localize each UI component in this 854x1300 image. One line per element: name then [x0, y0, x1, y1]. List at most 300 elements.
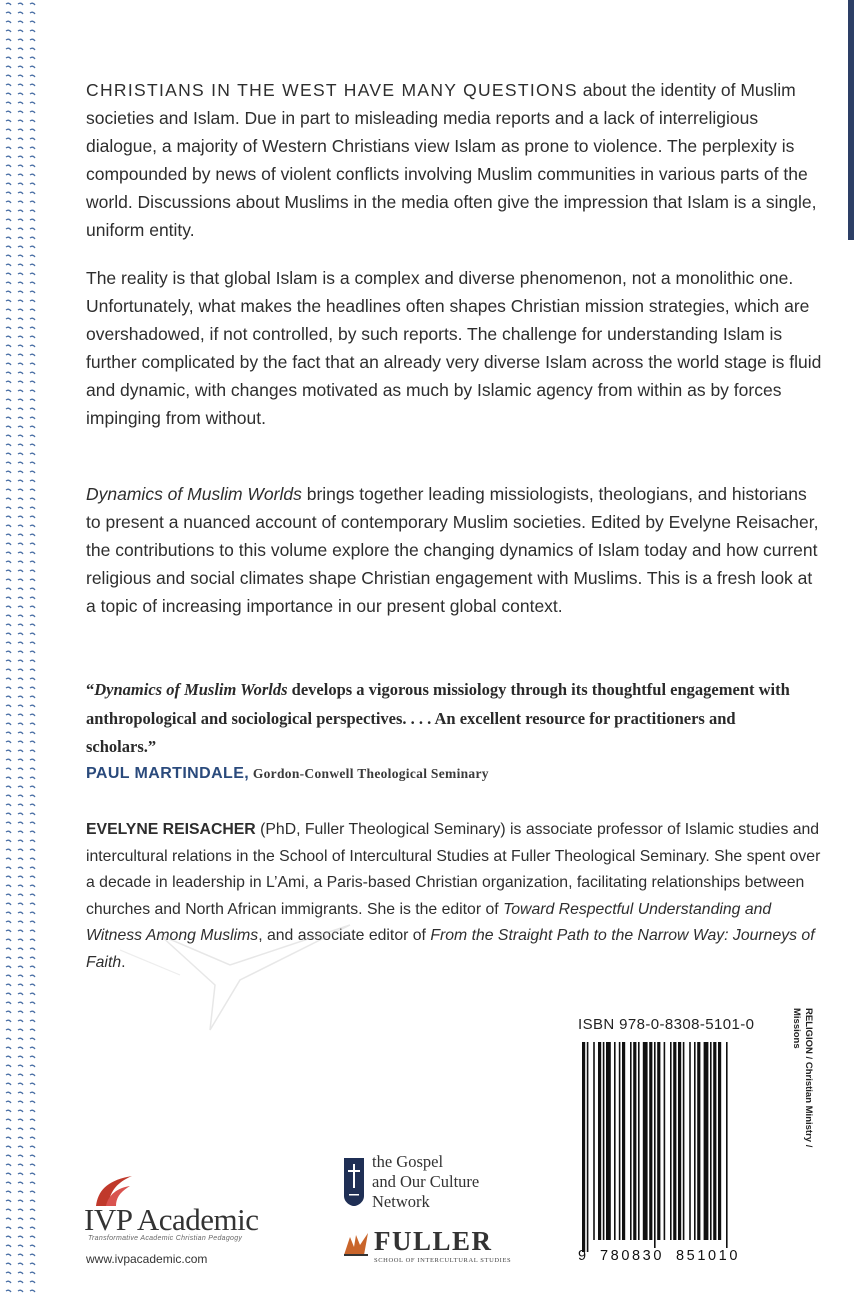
endorser-name: PAUL MARTINDALE, [86, 765, 250, 782]
gocn-line-2: and Our Culture [372, 1172, 480, 1191]
border-stitch [6, 939, 11, 941]
border-stitch [18, 498, 23, 500]
border-stitch [18, 408, 23, 410]
barcode-bar [619, 1042, 621, 1240]
border-stitch [18, 1119, 23, 1121]
border-stitch [18, 993, 23, 995]
barcode-bar [606, 1042, 611, 1240]
border-stitch [6, 498, 11, 500]
border-stitch [30, 30, 35, 32]
border-stitch [6, 48, 11, 50]
border-stitch [18, 273, 23, 275]
border-stitch [30, 795, 35, 797]
border-stitch [18, 336, 23, 338]
border-stitch [6, 273, 11, 275]
border-stitch [6, 1290, 11, 1292]
border-stitch [18, 642, 23, 644]
border-stitch [6, 804, 11, 806]
border-stitch [18, 741, 23, 743]
border-stitch [6, 606, 11, 608]
border-stitch [18, 156, 23, 158]
barcode-bar [654, 1042, 656, 1252]
border-stitch [6, 1173, 11, 1175]
border-stitch [18, 102, 23, 104]
border-stitch [30, 327, 35, 329]
border-stitch [18, 1047, 23, 1049]
border-stitch [6, 993, 11, 995]
border-stitch [18, 1200, 23, 1202]
border-stitch [30, 606, 35, 608]
border-stitch [6, 345, 11, 347]
border-stitch [18, 1182, 23, 1184]
border-stitch [30, 1263, 35, 1265]
border-stitch [30, 318, 35, 320]
barcode [578, 1042, 774, 1260]
border-stitch [6, 1155, 11, 1157]
isbn-number: ISBN 978-0-8308-5101-0 [578, 1016, 755, 1033]
border-stitch [18, 696, 23, 698]
border-stitch [30, 453, 35, 455]
border-stitch [6, 435, 11, 437]
border-stitch [18, 858, 23, 860]
border-stitch [30, 498, 35, 500]
border-stitch [18, 966, 23, 968]
border-stitch [6, 246, 11, 248]
intro-text: about the identity of Muslim societies and Islam. Due in part to misleading media reports and a lack of interreligious dialogue, a majority of Western Christians view Islam as prone to violence. The perplexity is compounded by news of violent conflicts involving Muslim communities in various parts of the world. Discussions about Muslims in the media often give the impression that Islam is a single, uniform entity. [86, 80, 817, 240]
border-stitch [6, 291, 11, 293]
border-stitch [6, 678, 11, 680]
border-stitch [18, 1155, 23, 1157]
border-stitch [6, 912, 11, 914]
border-stitch [6, 228, 11, 230]
border-stitch [18, 1020, 23, 1022]
border-stitch [18, 1056, 23, 1058]
border-stitch [30, 66, 35, 68]
border-stitch [18, 237, 23, 239]
border-stitch [6, 381, 11, 383]
border-stitch [6, 264, 11, 266]
border-stitch [18, 1173, 23, 1175]
category-line-1: RELIGION / Christian Ministry / [803, 1008, 814, 1148]
border-stitch [6, 390, 11, 392]
border-stitch [18, 1281, 23, 1283]
border-stitch [30, 777, 35, 779]
barcode-bar [673, 1042, 676, 1240]
book-summary-paragraph [86, 480, 826, 620]
border-stitch [18, 66, 23, 68]
border-stitch [30, 615, 35, 617]
border-stitch [18, 1002, 23, 1004]
border-stitch [30, 345, 35, 347]
barcode-bar [713, 1042, 716, 1240]
border-stitch [30, 165, 35, 167]
barcode-bar [649, 1042, 652, 1240]
border-stitch [6, 1236, 11, 1238]
border-stitch [30, 381, 35, 383]
border-stitch [30, 1227, 35, 1229]
border-stitch [18, 552, 23, 554]
border-stitch [6, 1218, 11, 1220]
border-stitch [18, 714, 23, 716]
border-stitch [30, 651, 35, 653]
border-stitch [6, 615, 11, 617]
border-stitch [30, 192, 35, 194]
border-stitch [30, 246, 35, 248]
border-stitch [30, 633, 35, 635]
border-stitch [30, 579, 35, 581]
border-stitch [18, 948, 23, 950]
border-stitch [6, 867, 11, 869]
border-stitch [30, 1020, 35, 1022]
border-stitch [6, 1047, 11, 1049]
border-stitch [18, 174, 23, 176]
border-stitch [18, 1245, 23, 1247]
border-stitch [30, 561, 35, 563]
book-title: Dynamics of Muslim Worlds [86, 484, 302, 504]
border-stitch [30, 840, 35, 842]
border-stitch [30, 1173, 35, 1175]
border-stitch [30, 534, 35, 536]
border-stitch [18, 912, 23, 914]
border-stitch [18, 507, 23, 509]
border-stitch [6, 597, 11, 599]
border-stitch [6, 21, 11, 23]
isbn-barcode-block [578, 1016, 778, 1276]
border-stitch [18, 399, 23, 401]
border-stitch [6, 1110, 11, 1112]
border-stitch [6, 759, 11, 761]
border-stitch [6, 480, 11, 482]
border-stitch [30, 975, 35, 977]
border-stitch [30, 525, 35, 527]
border-stitch [6, 1074, 11, 1076]
border-stitch [18, 777, 23, 779]
border-stitch [6, 642, 11, 644]
border-stitch [30, 336, 35, 338]
border-stitch [30, 1254, 35, 1256]
category-label [784, 1008, 816, 1208]
barcode-digit-lead: 9 [578, 1248, 587, 1264]
border-stitch [30, 930, 35, 932]
border-stitch [6, 561, 11, 563]
border-stitch [6, 534, 11, 536]
border-stitch [6, 822, 11, 824]
border-stitch [6, 1056, 11, 1058]
bird-watermark [120, 905, 380, 1035]
bio-text: (PhD, Fuller Theological Seminary) is associate professor of Islamic studies and intercultural relations in the School of Intercultural Studies at Fuller Theological Seminary. She spent over a decade in leadership in L’Ami, a Paris-based Christian organization, facilitating relationships between churches and North African immigrants. She is the editor of [86, 821, 821, 918]
edited-book-title: Toward Respectful Understanding and Witness Among Muslims [86, 900, 772, 944]
border-stitch [6, 696, 11, 698]
border-stitch [18, 1029, 23, 1031]
border-stitch [18, 804, 23, 806]
border-stitch [30, 1209, 35, 1211]
barcode-bar [664, 1042, 666, 1240]
border-stitch [6, 903, 11, 905]
border-stitch [6, 957, 11, 959]
border-stitch [30, 435, 35, 437]
spine-edge [848, 0, 854, 240]
border-stitch [18, 1101, 23, 1103]
barcode-bar [582, 1042, 585, 1252]
border-stitch [18, 543, 23, 545]
border-stitch [6, 849, 11, 851]
border-stitch [6, 12, 11, 14]
border-stitch [18, 831, 23, 833]
border-stitch [6, 66, 11, 68]
border-stitch [18, 1146, 23, 1148]
border-stitch [18, 1164, 23, 1166]
border-stitch [30, 678, 35, 680]
border-stitch [6, 1128, 11, 1130]
border-stitch [18, 651, 23, 653]
border-stitch [30, 282, 35, 284]
border-stitch [18, 255, 23, 257]
barcode-bar [603, 1042, 605, 1240]
border-stitch [18, 732, 23, 734]
border-stitch [30, 1128, 35, 1130]
endorsement-quote [86, 676, 806, 762]
border-stitch [18, 201, 23, 203]
border-stitch [18, 705, 23, 707]
border-stitch [30, 309, 35, 311]
border-stitch [18, 183, 23, 185]
gocn-logo [340, 1152, 540, 1222]
border-stitch [30, 912, 35, 914]
barcode-bar [633, 1042, 636, 1240]
border-stitch [6, 39, 11, 41]
barcode-bar [630, 1042, 632, 1240]
border-stitch [6, 1002, 11, 1004]
border-stitch [30, 174, 35, 176]
border-stitch [6, 1182, 11, 1184]
border-stitch [6, 1119, 11, 1121]
border-stitch [30, 867, 35, 869]
border-stitch [6, 336, 11, 338]
border-stitch [30, 624, 35, 626]
border-stitch [30, 939, 35, 941]
border-stitch [30, 858, 35, 860]
border-stitch [6, 786, 11, 788]
border-stitch [18, 822, 23, 824]
border-stitch [6, 1020, 11, 1022]
border-stitch [30, 516, 35, 518]
border-stitch [30, 426, 35, 428]
border-stitch [6, 1254, 11, 1256]
border-stitch [6, 1209, 11, 1211]
border-stitch [18, 120, 23, 122]
barcode-bar [704, 1042, 709, 1240]
border-stitch [6, 633, 11, 635]
border-stitch [30, 480, 35, 482]
border-stitch [30, 201, 35, 203]
border-stitch [18, 1128, 23, 1130]
border-stitch [6, 579, 11, 581]
border-stitch [18, 984, 23, 986]
border-stitch [6, 156, 11, 158]
border-stitch [30, 273, 35, 275]
border-stitch [18, 12, 23, 14]
border-stitch [30, 1065, 35, 1067]
border-stitch [18, 597, 23, 599]
border-stitch [6, 57, 11, 59]
border-stitch [6, 453, 11, 455]
border-stitch [18, 921, 23, 923]
border-stitch [30, 993, 35, 995]
border-stitch [30, 291, 35, 293]
border-stitch [6, 705, 11, 707]
border-stitch [6, 1092, 11, 1094]
barcode-digits [578, 1248, 782, 1264]
border-stitch [30, 93, 35, 95]
border-stitch [18, 1092, 23, 1094]
border-stitch [6, 669, 11, 671]
quote-book-title: Dynamics of Muslim Worlds [94, 680, 288, 699]
border-stitch [30, 228, 35, 230]
barcode-bar [689, 1042, 691, 1240]
border-stitch [18, 1272, 23, 1274]
border-stitch [6, 885, 11, 887]
border-stitch [30, 57, 35, 59]
border-stitch [30, 966, 35, 968]
border-stitch [18, 1083, 23, 1085]
border-stitch [18, 795, 23, 797]
border-stitch [30, 696, 35, 698]
border-stitch [30, 1029, 35, 1031]
border-stitch [18, 786, 23, 788]
border-stitch [30, 570, 35, 572]
border-stitch [30, 399, 35, 401]
border-stitch [6, 1191, 11, 1193]
barcode-bar [622, 1042, 625, 1240]
border-stitch [18, 1191, 23, 1193]
border-stitch [6, 525, 11, 527]
border-stitch [6, 174, 11, 176]
border-stitch [30, 183, 35, 185]
barcode-bar [598, 1042, 601, 1240]
border-stitch [6, 1200, 11, 1202]
border-stitch [18, 687, 23, 689]
border-stitch [18, 1074, 23, 1076]
border-stitch [6, 507, 11, 509]
border-stitch [6, 363, 11, 365]
border-stitch [18, 903, 23, 905]
border-stitch [6, 813, 11, 815]
border-stitch [18, 750, 23, 752]
border-stitch [6, 750, 11, 752]
border-stitch [30, 588, 35, 590]
border-stitch [30, 759, 35, 761]
border-stitch [6, 75, 11, 77]
barcode-bar [643, 1042, 648, 1240]
gocn-line-3: Network [372, 1192, 430, 1211]
border-stitch [30, 822, 35, 824]
border-stitch [6, 975, 11, 977]
border-stitch [18, 975, 23, 977]
border-stitch [18, 210, 23, 212]
border-stitch [30, 408, 35, 410]
border-stitch [6, 408, 11, 410]
border-stitch [18, 759, 23, 761]
quote-text: develops a vigorous missiology through its thoughtful engagement with anthropological and sociological perspectives. . . . An excellent resource for practitioners and scholars.” [86, 680, 790, 756]
border-stitch [30, 12, 35, 14]
border-stitch [30, 1236, 35, 1238]
border-stitch [30, 1092, 35, 1094]
border-stitch [18, 894, 23, 896]
border-stitch [18, 561, 23, 563]
border-stitch [18, 435, 23, 437]
border-stitch [30, 1011, 35, 1013]
border-stitch [6, 687, 11, 689]
border-stitch [18, 849, 23, 851]
border-stitch [30, 768, 35, 770]
border-stitch [18, 1218, 23, 1220]
barcode-bar [614, 1042, 616, 1240]
border-stitch [6, 183, 11, 185]
border-stitch [30, 903, 35, 905]
border-stitch [30, 1047, 35, 1049]
border-stitch [30, 1290, 35, 1292]
border-stitch [30, 111, 35, 113]
border-stitch [30, 1272, 35, 1274]
border-stitch [30, 732, 35, 734]
border-stitch [18, 885, 23, 887]
quote-mark: “ [86, 680, 95, 699]
border-stitch [30, 723, 35, 725]
border-stitch [30, 156, 35, 158]
border-stitch [18, 372, 23, 374]
border-stitch [18, 1137, 23, 1139]
barcode-bar [638, 1042, 640, 1240]
border-stitch [30, 507, 35, 509]
publisher-url[interactable]: www.ivpacademic.com [86, 1252, 208, 1266]
fuller-subtitle: SCHOOL OF INTERCULTURAL STUDIES [374, 1257, 512, 1264]
border-stitch [18, 48, 23, 50]
border-stitch [18, 1290, 23, 1292]
border-stitch [6, 3, 11, 5]
border-stitch [6, 426, 11, 428]
border-stitch [30, 786, 35, 788]
border-stitch [18, 615, 23, 617]
border-stitch [30, 462, 35, 464]
border-stitch [6, 444, 11, 446]
border-stitch [6, 1011, 11, 1013]
border-stitch [30, 300, 35, 302]
publisher-name: IVP Academic [84, 1202, 259, 1237]
border-stitch [18, 624, 23, 626]
border-stitch [6, 858, 11, 860]
bio-text-2: , and associate editor of [258, 927, 431, 944]
border-stitch [30, 1101, 35, 1103]
fuller-logo [340, 1226, 560, 1270]
border-stitch [18, 381, 23, 383]
border-stitch [18, 867, 23, 869]
border-stitch [6, 417, 11, 419]
book-summary-text: brings together leading missiologists, theologians, and historians to present a nuanced account of contemporary Muslim societies. Edited by Evelyne Reisacher, the contributions to this volume explore the changing dynamics of Islam today and how current religious and social climates shape Christian engagement with Muslims. This is a fresh look at a topic of increasing importance in our present global context. [86, 484, 819, 616]
fuller-name: FULLER [374, 1226, 493, 1256]
border-stitch [18, 453, 23, 455]
border-stitch [30, 849, 35, 851]
border-stitch [6, 1029, 11, 1031]
border-stitch [18, 669, 23, 671]
barcode-bar [694, 1042, 696, 1240]
border-stitch [6, 948, 11, 950]
border-stitch [6, 984, 11, 986]
border-stitch [18, 300, 23, 302]
border-stitch [30, 471, 35, 473]
border-stitch [6, 129, 11, 131]
border-stitch [30, 363, 35, 365]
border-stitch [30, 417, 35, 419]
